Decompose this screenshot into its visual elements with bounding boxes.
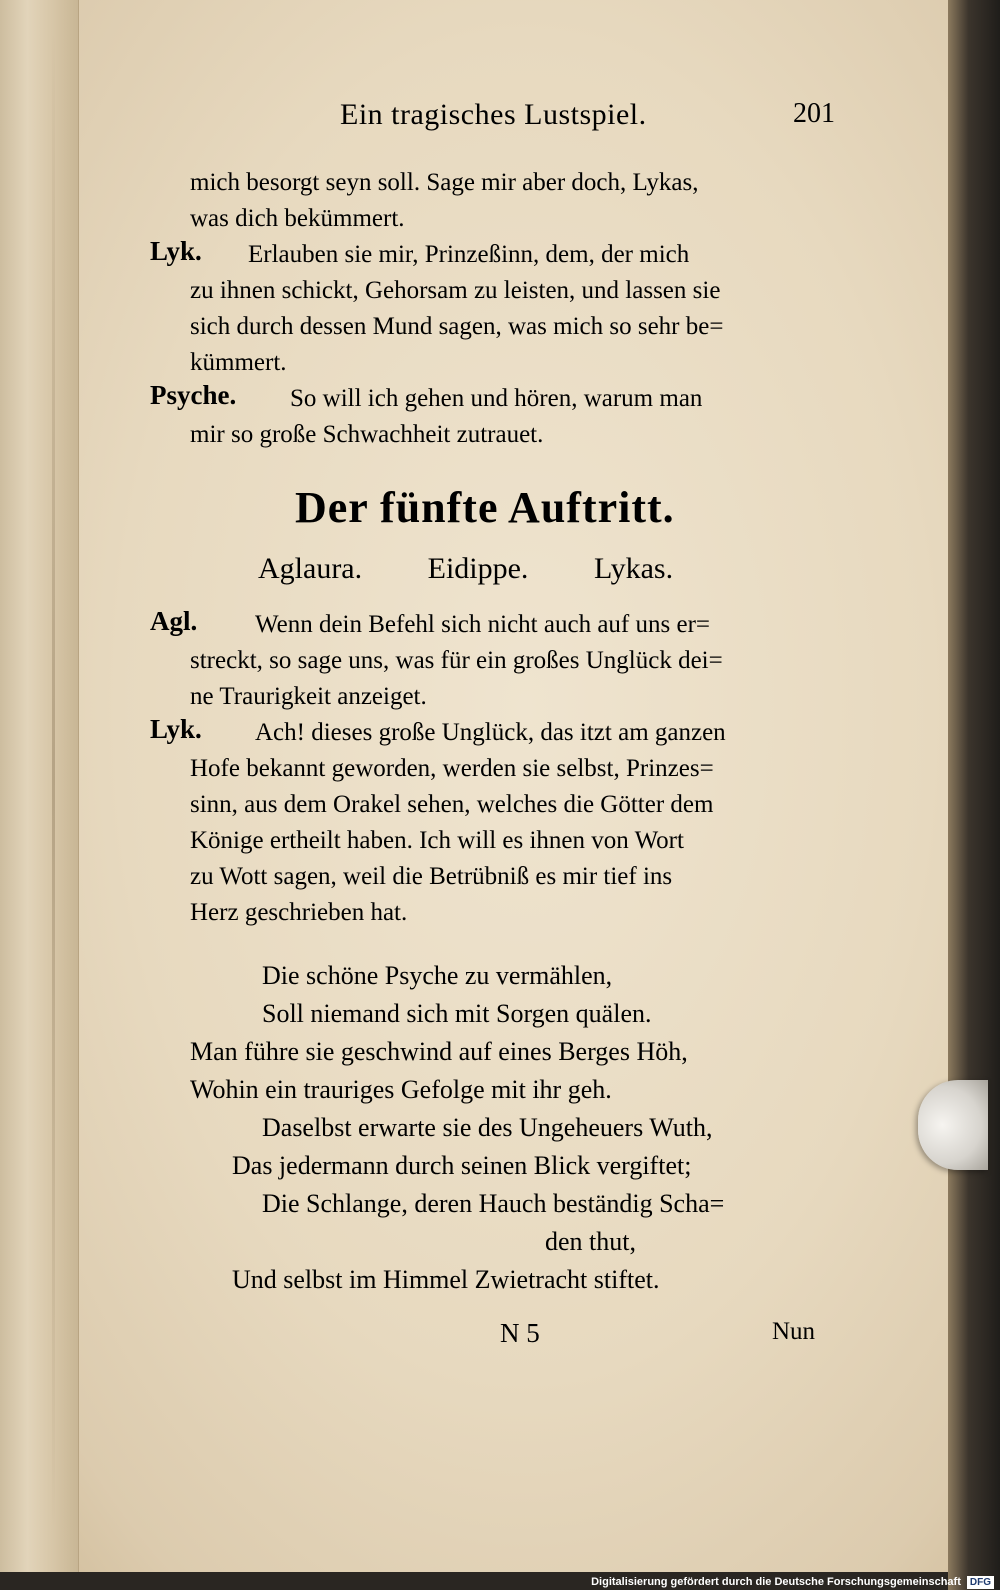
scene-title: Der fünfte Auftritt. [295, 483, 675, 532]
speaker-label: Psyche. [150, 380, 237, 410]
text-line: Erlauben sie mir, Prinzeßinn, dem, der mich [248, 241, 690, 268]
page-edge-shadow [948, 0, 1000, 1590]
verse-line: Soll niemand sich mit Sorgen quälen. [262, 999, 652, 1028]
text-line: Hofe bekannt geworden, werden sie selbst, Prinzes= [190, 755, 714, 782]
digitization-credit: Digitalisierung gefördert durch die Deutsche Forschungsgemeinschaft [591, 1576, 961, 1588]
verse-line: Daselbst erwarte sie des Ungeheuers Wuth, [262, 1113, 713, 1142]
text-line: ne Traurigkeit anzeiget. [190, 683, 427, 710]
text-line: zu ihnen schickt, Gehorsam zu leisten, und lassen sie [190, 277, 721, 304]
text-line: sinn, aus dem Orakel sehen, welches die Götter dem [190, 791, 714, 818]
cast-member: Lykas. [593, 552, 674, 585]
verse-line: Die Schlange, deren Hauch beständig Scha= [262, 1189, 725, 1218]
speaker-label: Agl. [150, 606, 198, 636]
running-head-title: Ein tragisches Lustspiel. [340, 98, 647, 131]
text-line: So will ich gehen und hören, warum man [290, 385, 703, 412]
verse-line: Wohin ein trauriges Gefolge mit ihr geh. [190, 1075, 612, 1104]
cast-member: Eidippe. [427, 552, 529, 585]
text-line: Wenn dein Befehl sich nicht auch auf uns er= [255, 611, 710, 638]
speaker-label: Lyk. [150, 236, 202, 266]
verse-line: den thut, [545, 1227, 636, 1256]
cast-member: Aglaura. [258, 552, 363, 585]
page-clip [918, 1080, 988, 1170]
text-line: Herz geschrieben hat. [190, 899, 408, 926]
catchword: Nun [772, 1318, 816, 1345]
dfg-logo: DFG [967, 1576, 994, 1589]
speaker-label: Lyk. [150, 714, 202, 744]
text-line: Ach! dieses große Unglück, das itzt am ganzen [255, 719, 726, 746]
text-line: streckt, so sage uns, was für ein großes Unglück dei= [190, 647, 723, 674]
text-line: Könige ertheilt haben. Ich will es ihnen von Wort [190, 827, 684, 854]
text-line: mich besorgt seyn soll. Sage mir aber doch, Lykas, [190, 169, 699, 196]
text-line: kümmert. [190, 349, 287, 376]
text-line: mir so große Schwachheit zutrauet. [190, 421, 544, 448]
digitization-stamp [0, 1574, 1000, 1590]
running-head [185, 98, 835, 142]
verse-line: Das jedermann durch seinen Blick vergiftet; [232, 1151, 692, 1180]
page-gutter [0, 0, 79, 1572]
verse-line: Die schöne Psyche zu vermählen, [262, 961, 613, 990]
page-fold [52, 30, 55, 1530]
text-line: zu Wott sagen, weil die Betrübniß es mir tief ins [190, 863, 673, 890]
page-number: 201 [793, 98, 835, 129]
signature-mark: N 5 [500, 1318, 540, 1348]
verse-line: Man führe sie geschwind auf eines Berges Höh, [190, 1037, 688, 1066]
text-line: sich durch dessen Mund sagen, was mich so sehr be= [190, 313, 724, 340]
cast-list [258, 552, 731, 586]
text-line: was dich bekümmert. [190, 205, 405, 232]
verse-line: Und selbst im Himmel Zwietracht stiftet. [232, 1265, 660, 1294]
